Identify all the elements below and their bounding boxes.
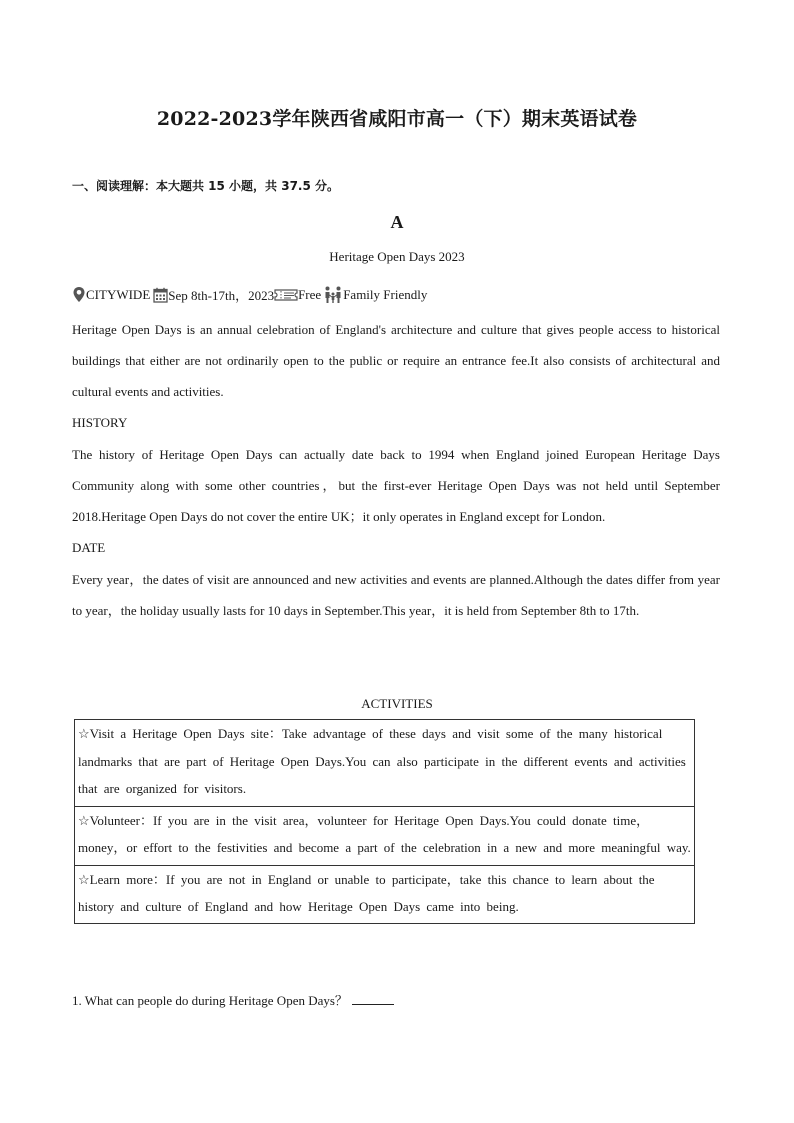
- passage-letter: A: [390, 212, 404, 232]
- date-text: Sep 8th-17th，2023: [168, 288, 275, 303]
- date-item: [153, 285, 274, 304]
- activity-visit: ☆Visit a Heritage Open Days site：Take advantage of these days and visit some of the many historical landmarks that are part of Heritage Open Days.You can also participate in the different events and activities that are organized for visitors.: [75, 720, 695, 807]
- activity-volunteer: ☆Volunteer：If you are in the visit area，volunteer for Heritage Open Days.You could donate time，money，or effort to the festivities and become a part of the celebration in a new and more meaningful way.: [75, 806, 695, 865]
- history-paragraph: The history of Heritage Open Days can actually date back to 1994 when England joined European Heritage Days Community along with some other countries，but the first-ever Heritage Open Days was not held until September 2018.Heritage Open Days do not cover the entire UK；it only operates in England except for London.: [72, 447, 720, 524]
- activities-heading: ACTIVITIES: [361, 696, 433, 711]
- location-item: [72, 286, 150, 303]
- activity-row: [75, 865, 695, 923]
- history-heading: HISTORY: [72, 415, 128, 430]
- activities-table: [74, 719, 695, 924]
- page-title: 2022-2023学年陕西省咸阳市高一（下）期末英语试卷: [156, 108, 638, 130]
- audience-item: [323, 286, 427, 304]
- answer-blank[interactable]: [352, 992, 394, 1005]
- date-paragraph: Every year，the dates of visit are announced and new activities and events are planned.Although the dates differ from year to year，the holiday usually lasts for 10 days in September.This year，it is held from September 8th to 17th.: [72, 572, 720, 618]
- map-pin-icon: [72, 286, 86, 303]
- price-text: Free: [298, 286, 322, 302]
- audience-text: Family Friendly: [343, 286, 428, 302]
- family-icon: [323, 286, 343, 304]
- section-heading: 一、阅读理解：本大题共 15 小题，共 37.5 分。: [72, 179, 340, 193]
- price-item: [274, 287, 321, 303]
- intro-paragraph: Heritage Open Days is an annual celebration of England's architecture and culture that gives people access to historical buildings that either are not ordinarily open to the public or require an entrance fee.It also consists of architectural and cultural events and activities.: [72, 322, 720, 399]
- question-1-text: 1. What can people do during Heritage Open Days？: [72, 993, 348, 1008]
- location-text: CITYWIDE: [86, 286, 151, 302]
- activity-row: [75, 806, 695, 865]
- ticket-icon: [274, 288, 298, 302]
- calendar-icon: [153, 287, 168, 303]
- activity-learn-more: ☆Learn more：If you are not in England or unable to participate，take this chance to learn about the history and culture of England and how Heritage Open Days came into being.: [75, 865, 695, 923]
- passage-title: Heritage Open Days 2023: [329, 249, 465, 264]
- question-1: [72, 990, 394, 1009]
- activity-row: [75, 720, 695, 807]
- event-meta-row: [72, 285, 427, 304]
- date-heading: DATE: [72, 540, 106, 555]
